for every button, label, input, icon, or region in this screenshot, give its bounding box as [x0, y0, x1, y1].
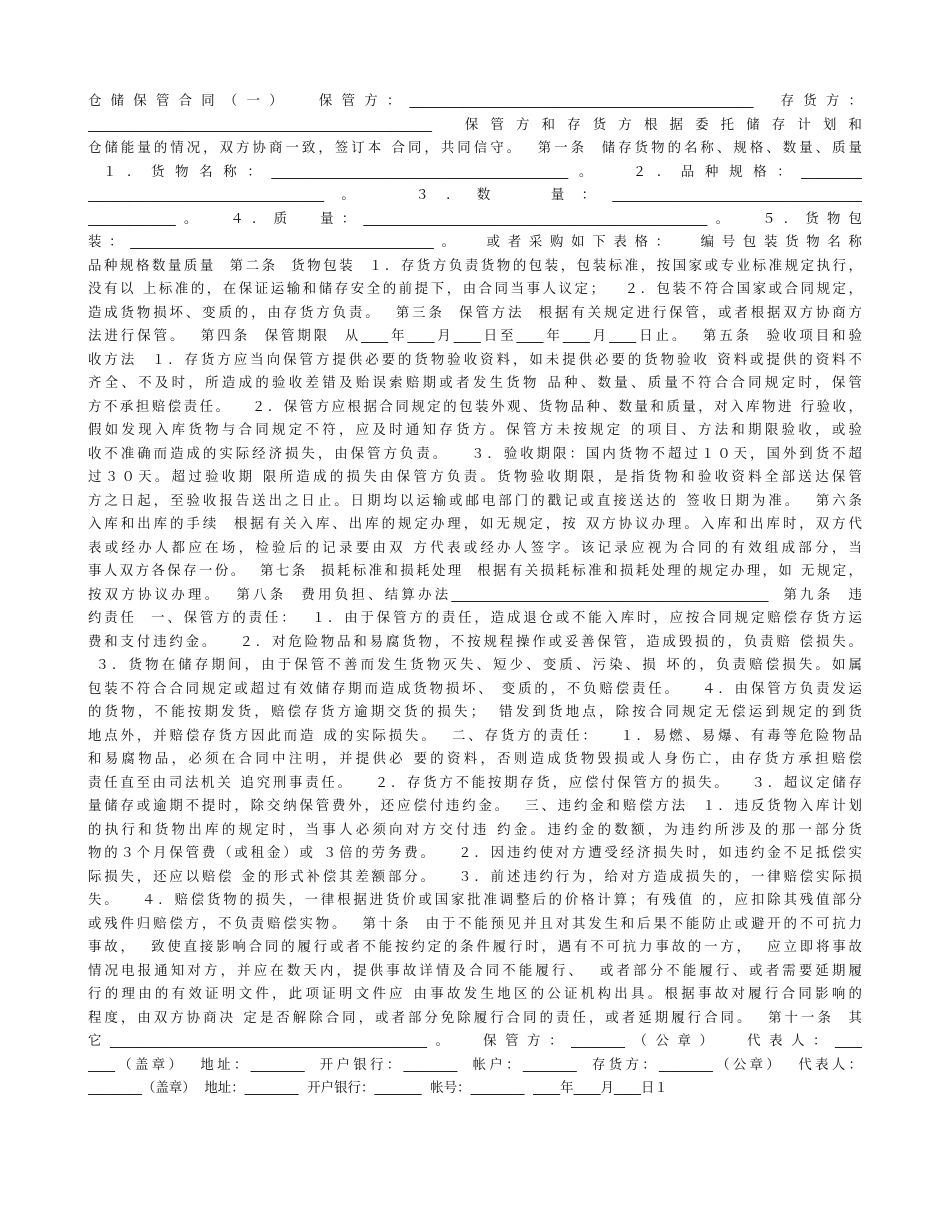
- text-line-19: 入库和出库的手续 根据有关入库、出库的规定办理，如无规定，按 双方协议办理。入库和出库时，双方代: [88, 517, 862, 532]
- text-line-17: 过３０天。超过验收期 限所造成的损失由保管方负责。货物验收期限，是指货物和验收资料全部送达保管: [88, 470, 862, 485]
- text-line-22: 按双方协议办理。 第八条 费用负担、结算办法_______________________________________________ 第九条 违: [88, 587, 862, 603]
- text-line-11: 法进行保管。 第四条 保管期限 从____年____月____日至____年____月____日止。 第五条 验收项目和验: [88, 329, 862, 344]
- text-line-18: 方之日起，至验收报告送出之日止。日期均以运输或邮电部门的戳记或直接送达的 签收日期为准。 第六条: [88, 493, 862, 509]
- text-line-21: 事人双方各保存一份。 第七条 损耗标准和损耗处理 根据有关损耗标准和损耗处理的规定办理，如 无规定，: [88, 564, 862, 579]
- text-line-30: 责任直至由司法机关 追究刑事责任。 ２．存货方不能按期存货，应偿付保管方的损失。 ３．超议定储存: [88, 775, 862, 791]
- text-line-34: 际损失，还应以赔偿 金的形式补偿其差额部分。 ３．前述违约行为，给对方造成损失的，一律赔偿实际损: [88, 869, 862, 885]
- text-line-16: 收不准确而造成的实际经济损失，由保管方负责。 ３．验收期限：国内货物不超过１０天，国外到货不超: [88, 446, 862, 462]
- text-line-6: _____________。 ４．质 量：___________________________________________________。 ５．货物包: [88, 211, 862, 227]
- contract-document: [88, 90, 862, 1101]
- text-line-36: 或残件归赔偿方，不负责赔偿实物。 第十条 由于不能预见并且对其发生和后果不能防止或避开的不可抗力: [88, 916, 862, 932]
- text-line-12: 收方法 １．存货方应当向保管方提供必要的货物验收资料，如未提供必要的货物验收 资料或提供的资料不: [88, 352, 862, 368]
- text-line-29: 和易腐物品，必须在合同中注明，并提供必 要的资料，否则造成货物毁损或人身伤亡，由存货方承担赔偿: [88, 752, 862, 767]
- text-line-5: ___________________________________。 ３．数 量：_____________________________________: [88, 188, 862, 203]
- text-line-42: ____（盖章） 地址：________ 开户银行：________ 帐户：________ 存货方：________（公章） 代表人：: [88, 1057, 862, 1073]
- text-line-26: 包装不符合合同规定或超过有效储存期而造成货物损坏、 变质的，不负赔偿责任。 ４．由保管方负责发运: [88, 681, 862, 697]
- text-line-39: 行的理由的有效证明文件，此项证明文件应 由事故发生地区的公证机构出具。根据事故对履行合同影响的: [88, 987, 862, 1002]
- text-line-1: 仓储保管合同（一） 保管方：___________________________________________________ 存货方：: [88, 94, 862, 109]
- text-line-3: 仓储能量的情况，双方协商一致，签订本 合同，共同信守。 第一条 储存货物的名称、规格、数量、质量: [88, 141, 862, 156]
- text-line-24: 费和支付违约金。 ２．对危险物品和易腐货物，不按规程操作或妥善保管，造成毁损的，负责赔 偿损失。: [88, 634, 862, 650]
- text-line-23: 约责任 一、保管方的责任： １．由于保管方的责任，造成退仓或不能入库时，应按合同规定赔偿存货方运: [88, 611, 862, 626]
- text-line-13: 齐全、不及时，所造成的验收差错及贻误索赔期或者发生货物 品种、数量、质量不符合合同规定时，保管: [88, 376, 862, 391]
- text-line-8: 品种规格数量质量 第二条 货物包装 １．存货方负责货物的包装，包装标准，按国家或专业标准规定执行，: [88, 258, 862, 274]
- text-line-41: 它_______________________________________________。 保管方：________（公章） 代表人：____: [88, 1034, 862, 1049]
- text-line-20: 表或经办人都应在场，检验后的记录要由双 方代表或经办人签字。该记录应视为合同的有效组成部分，当: [88, 540, 862, 556]
- text-line-35: 失。 ４．赔偿货物的损失，一律根据进货价或国家批准调整后的价格计算；有残值 的，应扣除其残值部分: [88, 893, 862, 908]
- text-line-27: 的货物，不能按期发货，赔偿存货方逾期交货的损失； 错发到货地点，除按合同规定无偿运到规定的到货: [88, 705, 862, 720]
- text-line-25: ３．货物在储存期间，由于保管不善而发生货物灭失、短少、变质、污染、损 坏的，负责赔偿损失。如属: [88, 658, 862, 673]
- text-line-4: １．货物名称：____________________________________________。 ２．品种规格：_________: [88, 164, 862, 180]
- text-line-33: 物的３个月保管费（或租金）或 ３倍的劳务费。 ２．因违约使对方遭受经济损失时，如违约金不足抵偿实: [88, 846, 862, 861]
- text-line-40: 程度，由双方协商决 定是否解除合同，或者部分免除履行合同的责任，或者延期履行合同。 第十一条 其: [88, 1010, 862, 1026]
- text-line-10: 造成货物损坏、变质的，由存货方负责。 第三条 保管方法 根据有关规定进行保管，或者根据双方协商方: [88, 305, 862, 321]
- text-line-7: 装：_____________________________________________。 或者采购如下表格： 编号包装货物名称: [88, 235, 862, 250]
- text-line-28: 地点外，并赔偿存货方因此而造 成的实际损失。 二、存货方的责任： １．易燃、易爆、有毒等危险物品: [88, 728, 862, 744]
- text-line-14: 方不承担赔偿责任。 ２．保管方应根据合同规定的包装外观、货物品种、数量和质量，对入库物进 行验收，: [88, 399, 862, 415]
- text-line-9: 没有以 上标准的，在保证运输和储存安全的前提下，由合同当事人议定； ２．包装不符合国家或合同规定，: [88, 282, 862, 297]
- text-line-2: ___________________________________________________ 保管方和存货方根据委托储存计划和: [88, 117, 862, 133]
- text-line-37: 事故， 致使直接影响合同的履行或者不能按约定的条件履行时，遇有不可抗力事故的一方， 应立即将事故: [88, 940, 862, 955]
- text-line-38: 情况电报通知对方，并应在数天内，提供事故详情及合同不能履行、 或者部分不能履行、或者需要延期履: [88, 963, 862, 979]
- text-line-32: 的执行和货物出库的规定时，当事人必须向对方交付违 约金。违约金的数额，为违约所涉及的那一部分货: [88, 822, 862, 838]
- text-line-31: 量储存或逾期不提时，除交纳保管费外，还应偿付违约金。 三、违约金和赔偿方法 １．违反货物入库计划: [88, 799, 862, 814]
- text-line-15: 假如发现入库货物与合同规定不符，应及时通知存货方。保管方未按规定 的项目、方法和期限验收，或验: [88, 423, 862, 438]
- text-line-43: ________（盖章） 地址：________ 开户银行：_______ 帐号：________ ____年____月____日１: [88, 1081, 668, 1096]
